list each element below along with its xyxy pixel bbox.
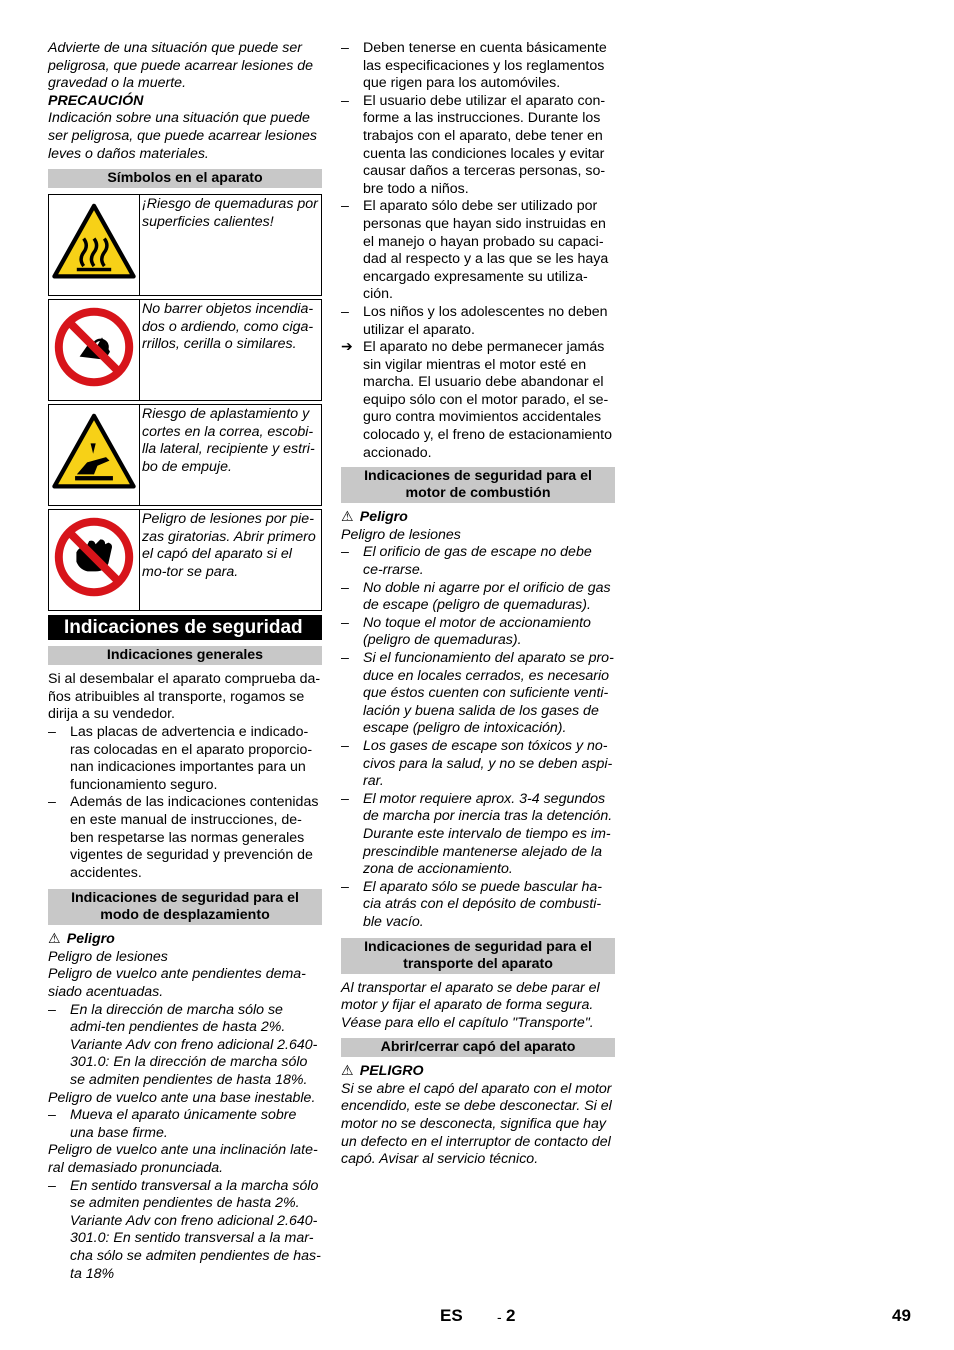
list-item: – En la dirección de marcha sólo se admi-ten pendientes de hasta 2%. Variante Adv con freno adicional 2.640-301.0: En la dirección de marcha sólo se admiten pendientes de hasta 18%. (48, 1001, 318, 1089)
symbol-row (49, 300, 322, 401)
symbol-row (49, 195, 322, 296)
caution-label: PRECAUCIÓN (48, 92, 144, 109)
symbol-text: No barrer objetos incendia-dos o ardiendo, como ciga-rrillos, cerilla o similares. (140, 300, 322, 401)
tip-slopes: Peligro de vuelco ante pendientes dema-siado acentuadas. (48, 966, 306, 1001)
dash: – (341, 544, 349, 561)
list-item: – El aparato sólo debe ser utilizado por personas que hayan sido instruidas en el manejo o hayan probado su capaci-dad al respecto y a las que se les haya encargado expresamente su utiliza-ción. (341, 198, 609, 303)
symbol-row (49, 510, 322, 611)
list-item: – El orificio de gas de escape no debe ce-rrarse. (341, 544, 592, 579)
list-item: – Deben tenerse en cuenta básicamente las especificaciones y los reglamentos que rigen para los automóviles. (341, 40, 607, 92)
symbol-text: ¡Riesgo de quemaduras por superficies calientes! (140, 195, 322, 296)
list-item: – Los gases de escape son tóxicos y no-civos para la salud, y no se deben aspi-rar. (341, 737, 613, 790)
list-item: – Las placas de advertencia e indicado-ras colocadas en el aparato proporcio-nan indicaciones importantes para un funcionamiento seguro. (48, 723, 313, 793)
list-item: – El aparato sólo se puede bascular ha-cia atrás con el depósito de combusti-ble vacío. (341, 878, 602, 930)
danger-label: ⚠ Peligro (48, 931, 115, 948)
dash: – (341, 198, 349, 215)
footer-section: 2 (506, 1306, 516, 1325)
dash: – (48, 794, 56, 811)
list-item: – Además de las indicaciones contenidas en este manual de instrucciones, de-ben respetarse las normas generales vigentes de seguridad y prevención de accidentes. (48, 794, 319, 881)
engine-heading: Indicaciones de seguridad para el motor de combustión (341, 467, 615, 503)
warning-description: Advierte de una situación que puede ser peligrosa, que puede acarrear lesiones de gravedad o la muerte. (48, 40, 314, 92)
footer-dash: - (497, 1309, 502, 1325)
right-column (341, 40, 615, 1169)
dash: – (48, 1177, 56, 1194)
symbols-table (48, 194, 322, 611)
warning-icon: ⚠ (341, 509, 354, 526)
dash: – (48, 723, 56, 740)
dash: – (341, 40, 349, 56)
dash: – (48, 1001, 56, 1018)
transport-heading: Indicaciones de seguridad para el transporte del aparato (341, 938, 615, 974)
symbols-heading: Símbolos en el aparato (48, 169, 322, 188)
dash: – (341, 579, 349, 596)
dash: – (341, 650, 349, 666)
list-item: – El motor requiere aprox. 3-4 segundos de marcha por inercia tras la detención. Durante este intervalo de tiempo es im-prescindible mantenerse alejado de la zona de accionamiento. (341, 790, 613, 878)
dash: – (341, 303, 349, 320)
general-heading: Indicaciones generales (48, 646, 322, 665)
dash: – (341, 878, 349, 895)
dash: – (341, 92, 349, 109)
left-column (48, 40, 322, 1283)
list-item: – Si el funcionamiento del aparato se pro-duce en locales cerrados, es necesario que éstos cuenten con suficiente venti-lación y buena salida de los gases de escape (peligro de intoxicación). (341, 650, 614, 737)
no-touch-rotating-parts-icon (49, 510, 140, 611)
arrow-icon: ➔ (341, 339, 353, 356)
caution-description: Indicación sobre una situación que puede ser peligrosa, que puede acarrear lesiones leves o daños materiales. (48, 110, 317, 162)
injury-risk: Peligro de lesiones (341, 526, 461, 543)
arrow-list-item: ➔ El aparato no debe permanecer jamás sin vigilar mientras el motor esté en marcha. El usuario debe abandonar el equipo sólo con el motor parado, el se-guro contra movimientos accidentales colocado y, el freno de estacionamiento accionado. (341, 339, 612, 461)
list-item: – Los niños y los adolescentes no deben utilizar el aparato. (341, 303, 608, 338)
list-item: – Mueva el aparato únicamente sobre una base firme. (48, 1107, 297, 1141)
no-burning-objects-icon (49, 300, 140, 401)
symbol-text: Peligro de lesiones por pie-zas giratorias. Abrir primero el capó del aparato si el mo-tor se para. (140, 510, 322, 611)
list-item: – En sentido transversal a la marcha sólo se admiten pendientes de hasta 2%. Variante Adv con freno adicional 2.640-301.0: En sentido transversal a la mar-cha sólo se admiten pendientes de has-ta 18% (48, 1177, 321, 1282)
list-item: – No toque el motor de accionamiento (peligro de quemaduras). (341, 614, 591, 649)
danger-label: ⚠ Peligro (341, 509, 408, 526)
dash: – (48, 1107, 56, 1124)
safety-heading: Indicaciones de seguridad (48, 615, 322, 640)
warning-icon: ⚠ (341, 1063, 354, 1080)
general-text: Si al desembalar el aparato comprueba da-ños atribuibles al transporte, rogamos se dirija a su vendedor. (48, 671, 321, 723)
page-number: 49 (892, 1306, 911, 1325)
tip-lateral: Peligro de vuelco ante una inclinación late-ral demasiado pronunciada. (48, 1142, 318, 1176)
hood-text: Si se abre el capó del aparato con el motor encendido, este se debe desconectar. Si el motor no se desconecta, significa que hay un defecto en el interruptor de contacto del capó. Avisar al servicio técnico. (341, 1080, 612, 1168)
dash: – (341, 737, 349, 754)
hot-surface-warning-icon (49, 195, 140, 296)
crush-hazard-warning-icon (49, 405, 140, 506)
transport-text: Al transportar el aparato se debe parar el motor y fijar el aparato de forma segura. Véase para ello el capítulo "Transporte". (341, 979, 600, 1031)
symbol-row (49, 405, 322, 506)
dash: – (341, 614, 349, 631)
hood-danger-label: ⚠ PELIGRO (341, 1063, 424, 1080)
symbol-text: Riesgo de aplastamiento y cortes en la correa, escobi-lla lateral, recipiente y estri-bo de empuje. (140, 405, 322, 506)
warning-icon: ⚠ (48, 931, 61, 948)
dash: – (341, 790, 349, 807)
injury-risk: Peligro de lesiones (48, 948, 168, 965)
list-item: – El usuario debe utilizar el aparato con-forme a las instrucciones. Durante los trabajos con el aparato, debe tener en cuenta las condiciones locales y evitar causar daños a terceras personas, so-bre todo a niños. (341, 92, 606, 197)
list-item: – No doble ni agarre por el orificio de gas de escape (peligro de quemaduras). (341, 579, 611, 614)
footer-language: ES (440, 1306, 463, 1325)
tip-unstable: Peligro de vuelco ante una base inestable. (48, 1089, 316, 1106)
hood-heading: Abrir/cerrar capó del aparato (341, 1038, 615, 1057)
driving-heading: Indicaciones de seguridad para el modo de desplazamiento (48, 889, 322, 925)
